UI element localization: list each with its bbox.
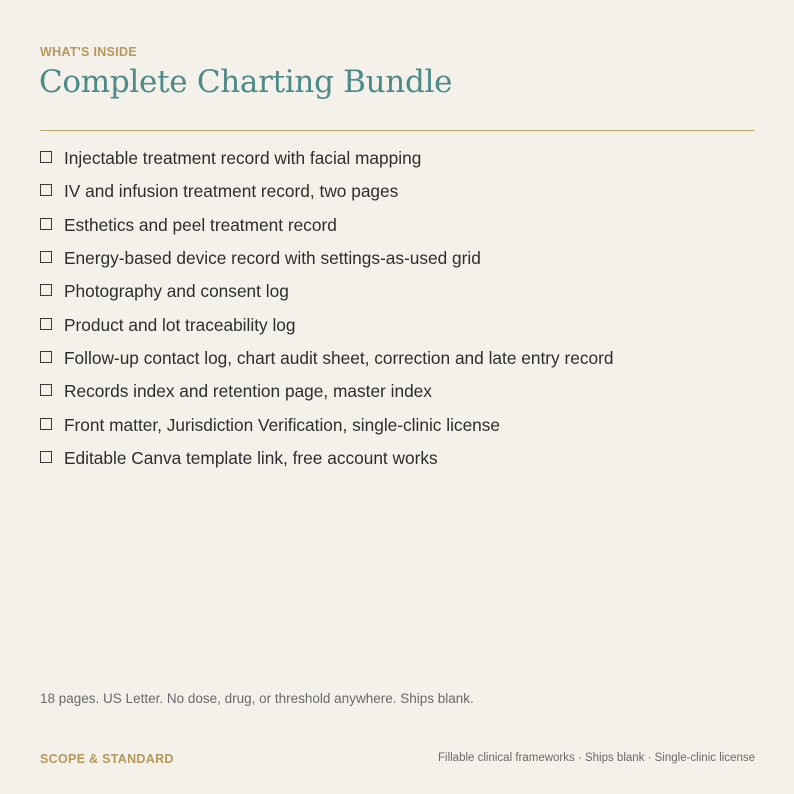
checklist-item-label: Product and lot traceability log bbox=[64, 314, 296, 335]
checklist-item-label: Front matter, Jurisdiction Verification, single-clinic license bbox=[64, 414, 501, 435]
checklist-item[interactable] bbox=[40, 209, 613, 242]
checklist-item[interactable] bbox=[40, 408, 613, 441]
checklist-item-label: Esthetics and peel treatment record bbox=[64, 214, 337, 235]
divider-rule bbox=[40, 130, 755, 131]
checklist-item[interactable] bbox=[40, 275, 613, 308]
checkbox-icon[interactable] bbox=[40, 351, 52, 363]
checkbox-icon[interactable] bbox=[40, 284, 52, 296]
footer-brand: SCOPE & STANDARD bbox=[40, 752, 174, 766]
checkbox-icon[interactable] bbox=[40, 251, 52, 263]
checkbox-icon[interactable] bbox=[40, 318, 52, 330]
checklist-item[interactable] bbox=[40, 242, 613, 275]
checkbox-icon[interactable] bbox=[40, 184, 52, 196]
checkbox-icon[interactable] bbox=[40, 384, 52, 396]
checklist-item-label: Injectable treatment record with facial mapping bbox=[64, 148, 422, 169]
checklist-item-label: Follow-up contact log, chart audit sheet, correction and late entry record bbox=[64, 347, 614, 368]
checkbox-icon[interactable] bbox=[40, 451, 52, 463]
checklist-item[interactable] bbox=[40, 375, 613, 408]
checklist-item-label: Energy-based device record with settings-as-used grid bbox=[64, 248, 481, 269]
footnote-text: 18 pages. US Letter. No dose, drug, or threshold anywhere. Ships blank. bbox=[40, 691, 474, 706]
footer-tagline: Fillable clinical frameworks · Ships blank · Single-clinic license bbox=[437, 752, 755, 764]
checklist-item-label: Records index and retention page, master index bbox=[64, 381, 432, 402]
checklist-item[interactable] bbox=[40, 175, 613, 208]
checklist-item[interactable] bbox=[40, 308, 613, 341]
checkbox-icon[interactable] bbox=[40, 418, 52, 430]
checklist-item[interactable] bbox=[40, 342, 613, 375]
checklist-item-label: IV and infusion treatment record, two pages bbox=[64, 181, 399, 202]
checklist-item-label: Editable Canva template link, free account works bbox=[64, 447, 438, 468]
checklist-item[interactable] bbox=[40, 442, 613, 475]
checklist-item-label: Photography and consent log bbox=[64, 281, 289, 302]
checkbox-icon[interactable] bbox=[40, 218, 52, 230]
page-title: Complete Charting Bundle bbox=[39, 64, 453, 100]
eyebrow-label: WHAT'S INSIDE bbox=[40, 45, 137, 59]
contents-checklist bbox=[40, 142, 613, 475]
checkbox-icon[interactable] bbox=[40, 151, 52, 163]
checklist-item[interactable] bbox=[40, 142, 613, 175]
